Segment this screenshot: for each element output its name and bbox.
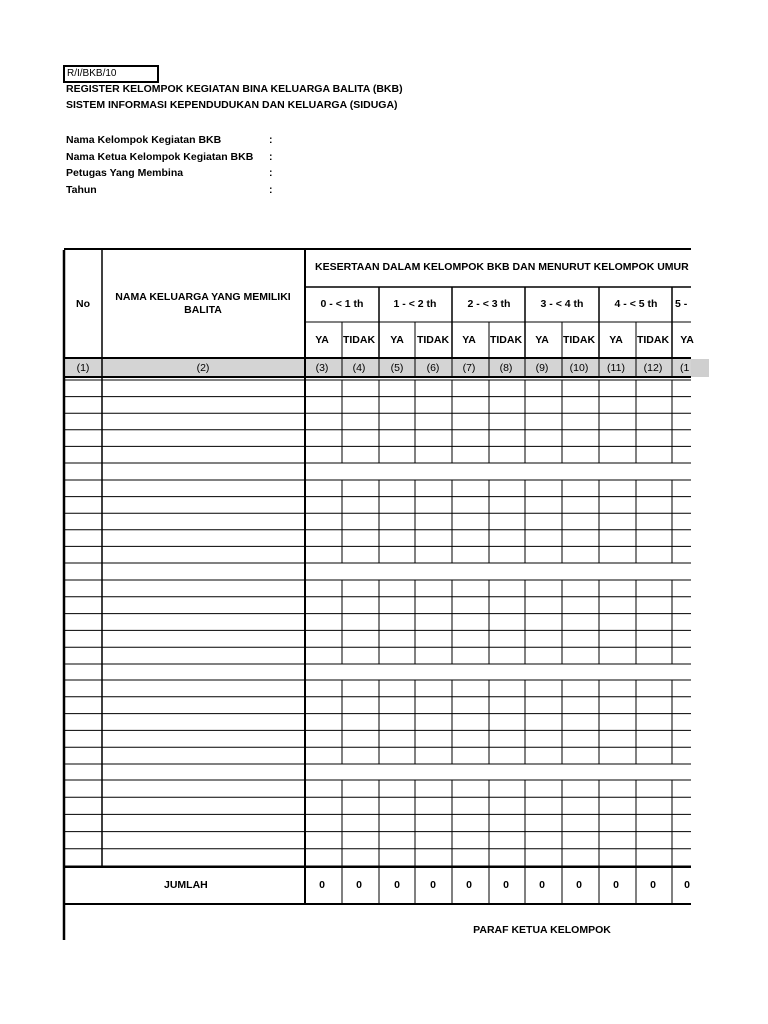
age-group-label: 0 - < 1 th: [320, 298, 364, 310]
header-participation-group: KESERTAAN DALAM KELOMPOK BKB DAN MENURUT KELOMPOK UMUR: [315, 261, 689, 273]
header-no: No: [76, 298, 90, 310]
sub-header-ya: YA: [315, 334, 329, 346]
column-number: (1: [680, 362, 690, 374]
column-number: (12): [643, 362, 663, 374]
info-colon: :: [269, 184, 273, 196]
sub-header-ya: YA: [680, 334, 694, 346]
sub-header-ya: YA: [390, 334, 404, 346]
age-group-label: 1 - < 2 th: [393, 298, 437, 310]
age-group-label: 3 - < 4 th: [540, 298, 584, 310]
form-title: REGISTER KELOMPOK KEGIATAN BINA KELUARGA BALITA (BKB): [66, 83, 403, 95]
total-label: JUMLAH: [164, 879, 208, 891]
total-value: 0: [613, 879, 619, 891]
column-number: (8): [499, 362, 513, 374]
column-number: (3): [315, 362, 329, 374]
info-label-officer: Petugas Yang Membina: [66, 167, 184, 179]
column-number: (5): [390, 362, 404, 374]
total-value: 0: [319, 879, 325, 891]
column-number: (9): [535, 362, 549, 374]
column-number: (11): [607, 362, 625, 374]
total-value: 0: [356, 879, 362, 891]
age-group-label: 4 - < 5 th: [614, 298, 658, 310]
column-number: (6): [426, 362, 440, 374]
table-grid: [64, 249, 691, 940]
column-number: (2): [196, 362, 210, 374]
total-value: 0: [503, 879, 509, 891]
form-subtitle: SISTEM INFORMASI KEPENDUDUKAN DAN KELUARGA (SIDUGA): [66, 99, 398, 111]
sub-header-tidak: TIDAK: [562, 334, 596, 346]
column-number-band-overflow: [691, 359, 709, 377]
column-number: (7): [462, 362, 476, 374]
info-colon: :: [269, 167, 273, 179]
age-group-label: 2 - < 3 th: [467, 298, 511, 310]
sub-header-ya: YA: [535, 334, 549, 346]
total-value: 0: [394, 879, 400, 891]
form-code: R/I/BKB/10: [63, 65, 159, 83]
sub-header-tidak: TIDAK: [489, 334, 523, 346]
sub-header-tidak: TIDAK: [342, 334, 376, 346]
total-value: 0: [430, 879, 436, 891]
signature-label: PARAF KETUA KELOMPOK: [473, 924, 611, 936]
header-family-name: NAMA KELUARGA YANG MEMILIKI: [115, 291, 291, 303]
total-value: 0: [539, 879, 545, 891]
header-family-name-line2: BALITA: [184, 304, 222, 316]
total-value: 0: [650, 879, 656, 891]
total-value: 0: [576, 879, 582, 891]
info-label-year: Tahun: [66, 184, 97, 196]
total-value: 0: [684, 879, 690, 891]
sub-header-ya: YA: [609, 334, 623, 346]
column-number: (1): [76, 362, 90, 374]
info-colon: :: [269, 134, 273, 146]
age-group-label: 5 -: [675, 298, 688, 310]
column-number: (4): [352, 362, 366, 374]
total-value: 0: [466, 879, 472, 891]
info-colon: :: [269, 151, 273, 163]
info-label-group-name: Nama Kelompok Kegiatan BKB: [66, 134, 222, 146]
column-number: (10): [569, 362, 589, 374]
sub-header-tidak: TIDAK: [416, 334, 450, 346]
sub-header-ya: YA: [462, 334, 476, 346]
info-label-leader-name: Nama Ketua Kelompok Kegiatan BKB: [66, 151, 254, 163]
sub-header-tidak: TIDAK: [636, 334, 670, 346]
